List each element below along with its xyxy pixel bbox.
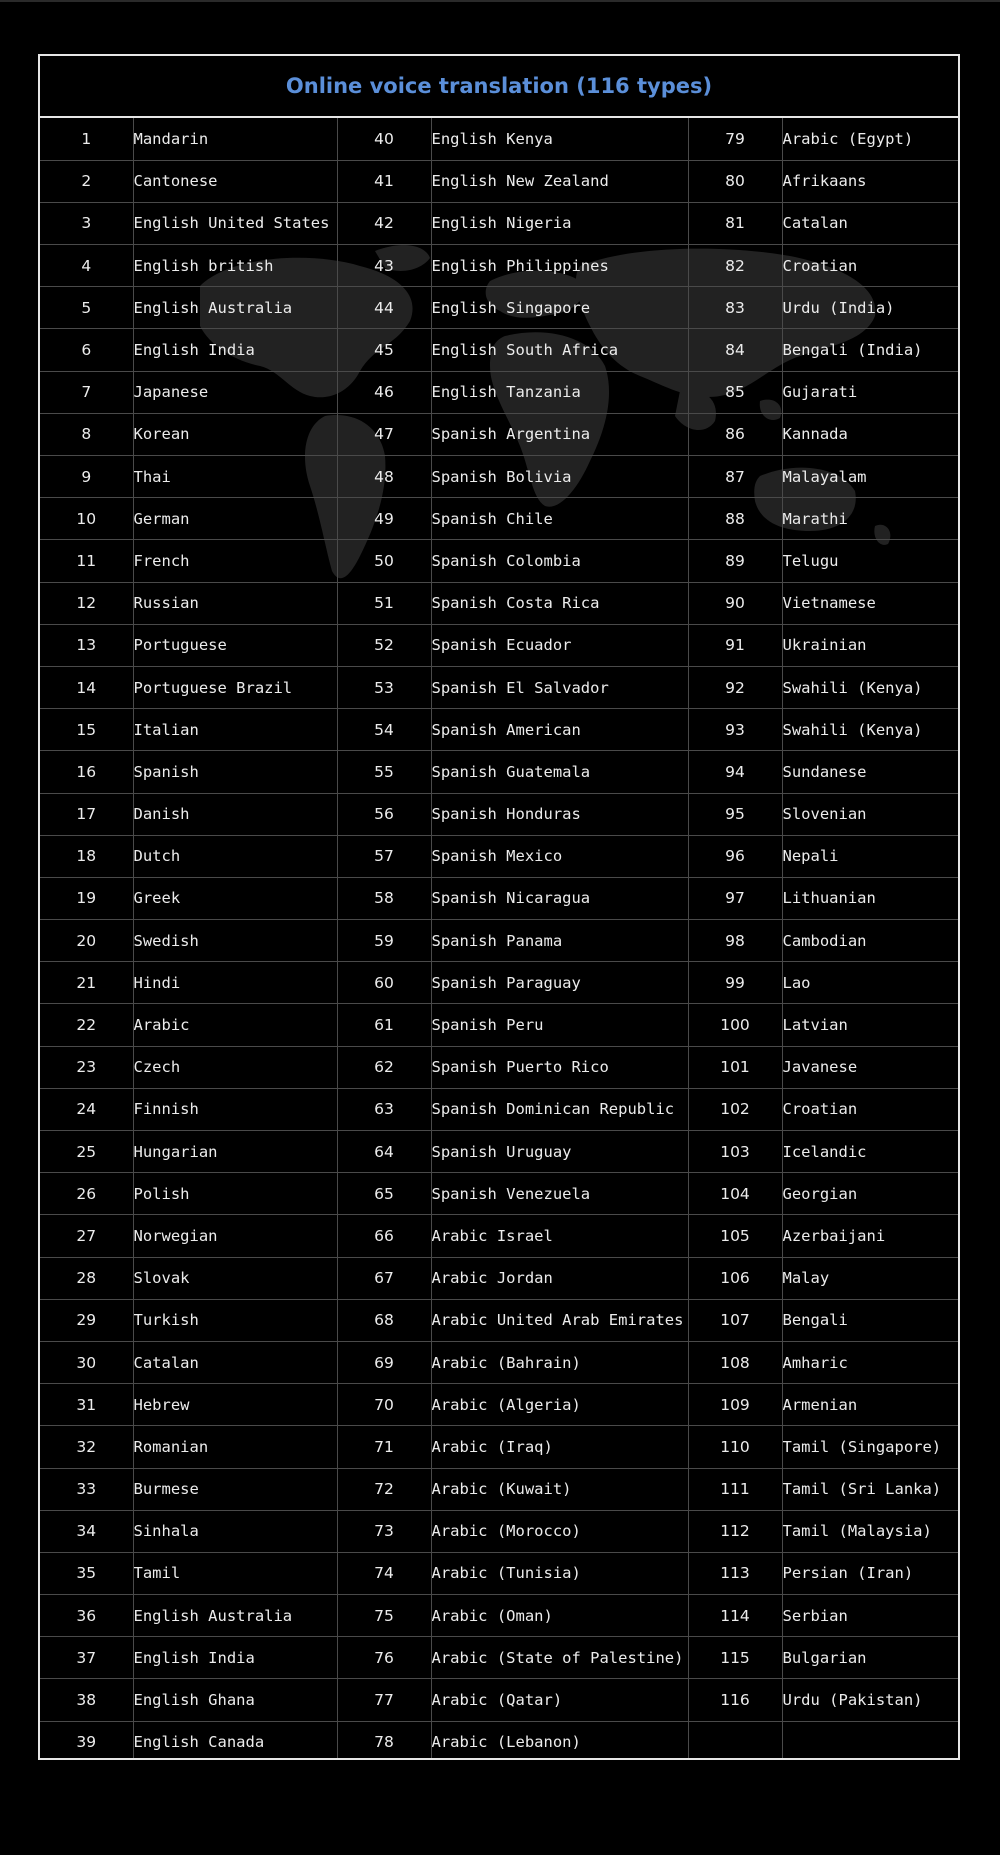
language-number: 114 [688,1595,782,1637]
language-name: Czech [133,1046,337,1088]
language-name: Armenian [782,1384,958,1426]
language-number: 34 [40,1510,133,1552]
language-name: English United States [133,202,337,244]
language-number: 61 [337,1004,431,1046]
language-number: 62 [337,1046,431,1088]
language-name: Portuguese Brazil [133,666,337,708]
language-name: Finnish [133,1088,337,1130]
language-number: 73 [337,1510,431,1552]
language-number: 23 [40,1046,133,1088]
table-row [40,1679,958,1721]
language-name: English Canada [133,1721,337,1760]
language-number: 45 [337,329,431,371]
language-name: Portuguese [133,624,337,666]
language-number: 113 [688,1552,782,1594]
language-number: 7 [40,371,133,413]
table-row [40,540,958,582]
language-name: Spanish Honduras [431,793,688,835]
language-number: 9 [40,456,133,498]
language-name: English Nigeria [431,202,688,244]
language-number: 10 [40,498,133,540]
language-name: Korean [133,413,337,455]
language-number: 99 [688,962,782,1004]
table-row [40,1510,958,1552]
language-name: Polish [133,1173,337,1215]
language-number: 50 [337,540,431,582]
language-number [688,1721,782,1760]
language-name: Turkish [133,1299,337,1341]
language-number: 25 [40,1131,133,1173]
language-name: Telugu [782,540,958,582]
table-row [40,582,958,624]
language-name: Azerbaijani [782,1215,958,1257]
language-number: 87 [688,456,782,498]
table-row [40,1131,958,1173]
table-row [40,835,958,877]
language-name: Spanish Argentina [431,413,688,455]
language-name: Persian (Iran) [782,1552,958,1594]
language-name: Slovak [133,1257,337,1299]
language-name: Catalan [133,1341,337,1383]
language-name: Burmese [133,1468,337,1510]
language-name: Bengali (India) [782,329,958,371]
language-number: 70 [337,1384,431,1426]
language-number: 36 [40,1595,133,1637]
language-number: 58 [337,877,431,919]
language-number: 20 [40,920,133,962]
table-row [40,1173,958,1215]
language-number: 81 [688,202,782,244]
language-number: 66 [337,1215,431,1257]
language-name: Amharic [782,1341,958,1383]
language-name: Arabic United Arab Emirates [431,1299,688,1341]
language-number: 46 [337,371,431,413]
language-number: 57 [337,835,431,877]
language-name: Arabic Israel [431,1215,688,1257]
language-name: English Kenya [431,118,688,160]
table-row [40,287,958,329]
language-name: Arabic (Egypt) [782,118,958,160]
language-name: Greek [133,877,337,919]
language-number: 106 [688,1257,782,1299]
language-name: Gujarati [782,371,958,413]
language-number: 22 [40,1004,133,1046]
language-name: Sundanese [782,751,958,793]
language-name: Urdu (India) [782,287,958,329]
language-name: Spanish Ecuador [431,624,688,666]
language-name: Lao [782,962,958,1004]
language-name: Croatian [782,1088,958,1130]
table-row [40,793,958,835]
language-number: 83 [688,287,782,329]
language-name: Japanese [133,371,337,413]
table-row [40,1426,958,1468]
language-number: 54 [337,709,431,751]
language-name: English New Zealand [431,160,688,202]
language-name: Arabic (Morocco) [431,1510,688,1552]
language-name: Mandarin [133,118,337,160]
language-name: Serbian [782,1595,958,1637]
language-name: Hindi [133,962,337,1004]
language-name: Spanish Panama [431,920,688,962]
language-name: English India [133,1637,337,1679]
language-number: 49 [337,498,431,540]
language-name: Cambodian [782,920,958,962]
language-number: 109 [688,1384,782,1426]
language-name: Spanish Guatemala [431,751,688,793]
table-row [40,1299,958,1341]
language-list-panel [38,54,960,1760]
language-number: 59 [337,920,431,962]
language-number: 105 [688,1215,782,1257]
table-row [40,329,958,371]
table-row [40,1384,958,1426]
language-name: Danish [133,793,337,835]
language-number: 76 [337,1637,431,1679]
language-name: Swedish [133,920,337,962]
language-number: 33 [40,1468,133,1510]
language-name: English Australia [133,1595,337,1637]
language-number: 42 [337,202,431,244]
table-row [40,666,958,708]
language-number: 32 [40,1426,133,1468]
language-name: Spanish American [431,709,688,751]
language-number: 63 [337,1088,431,1130]
language-number: 41 [337,160,431,202]
language-name: Spanish Costa Rica [431,582,688,624]
language-number: 26 [40,1173,133,1215]
language-name: Vietnamese [782,582,958,624]
table-row [40,1257,958,1299]
language-number: 12 [40,582,133,624]
language-name: Arabic (Bahrain) [431,1341,688,1383]
table-row [40,456,958,498]
language-number: 93 [688,709,782,751]
table-row [40,1004,958,1046]
language-number: 98 [688,920,782,962]
language-name: Kannada [782,413,958,455]
table-row [40,1046,958,1088]
top-edge-line [0,0,1000,2]
language-number: 94 [688,751,782,793]
language-number: 43 [337,245,431,287]
language-name: Swahili (Kenya) [782,709,958,751]
language-number: 72 [337,1468,431,1510]
language-number: 40 [337,118,431,160]
table-row [40,1088,958,1130]
language-number: 1 [40,118,133,160]
language-name: Slovenian [782,793,958,835]
language-number: 74 [337,1552,431,1594]
language-number: 95 [688,793,782,835]
language-name: Spanish Uruguay [431,1131,688,1173]
language-number: 101 [688,1046,782,1088]
language-number: 67 [337,1257,431,1299]
language-number: 31 [40,1384,133,1426]
language-name: Norwegian [133,1215,337,1257]
language-name: Italian [133,709,337,751]
table-row [40,498,958,540]
language-number: 17 [40,793,133,835]
language-name: Lithuanian [782,877,958,919]
language-name: Russian [133,582,337,624]
language-number: 5 [40,287,133,329]
language-name: Latvian [782,1004,958,1046]
language-number: 60 [337,962,431,1004]
language-name: Georgian [782,1173,958,1215]
language-name: Spanish Puerto Rico [431,1046,688,1088]
language-name: Arabic (Algeria) [431,1384,688,1426]
language-name: Spanish Venezuela [431,1173,688,1215]
language-name: Arabic (Oman) [431,1595,688,1637]
language-number: 65 [337,1173,431,1215]
language-number: 28 [40,1257,133,1299]
language-number: 19 [40,877,133,919]
language-number: 107 [688,1299,782,1341]
language-number: 47 [337,413,431,455]
language-name: Swahili (Kenya) [782,666,958,708]
language-number: 53 [337,666,431,708]
language-name: Dutch [133,835,337,877]
language-number: 15 [40,709,133,751]
title-bar [40,56,958,118]
language-name: Spanish Dominican Republic [431,1088,688,1130]
language-name: English Singapore [431,287,688,329]
language-name: Cantonese [133,160,337,202]
language-name: Urdu (Pakistan) [782,1679,958,1721]
language-number: 21 [40,962,133,1004]
language-number: 64 [337,1131,431,1173]
language-name: Spanish Chile [431,498,688,540]
table-row [40,413,958,455]
table-row [40,160,958,202]
language-name: Hungarian [133,1131,337,1173]
language-name: Arabic (State of Palestine) [431,1637,688,1679]
language-number: 79 [688,118,782,160]
language-number: 82 [688,245,782,287]
language-name: Spanish Peru [431,1004,688,1046]
language-number: 89 [688,540,782,582]
table-row [40,1595,958,1637]
language-name: English India [133,329,337,371]
language-number: 48 [337,456,431,498]
table-row [40,371,958,413]
language-name: Tamil (Malaysia) [782,1510,958,1552]
language-name: Arabic (Qatar) [431,1679,688,1721]
language-name: Arabic Jordan [431,1257,688,1299]
language-name: Hebrew [133,1384,337,1426]
language-number: 14 [40,666,133,708]
table-row [40,118,958,160]
language-number: 37 [40,1637,133,1679]
language-number: 44 [337,287,431,329]
table-row [40,709,958,751]
language-number: 16 [40,751,133,793]
language-number: 29 [40,1299,133,1341]
language-name: Croatian [782,245,958,287]
language-name: Tamil (Sri Lanka) [782,1468,958,1510]
language-name: Arabic (Lebanon) [431,1721,688,1760]
language-name: Spanish Paraguay [431,962,688,1004]
language-name: Bengali [782,1299,958,1341]
table-row [40,245,958,287]
table-row [40,962,958,1004]
language-number: 4 [40,245,133,287]
language-name: Spanish El Salvador [431,666,688,708]
language-number: 104 [688,1173,782,1215]
language-number: 2 [40,160,133,202]
language-number: 24 [40,1088,133,1130]
language-number: 110 [688,1426,782,1468]
language-name: English british [133,245,337,287]
language-number: 108 [688,1341,782,1383]
language-number: 3 [40,202,133,244]
language-name: Arabic (Tunisia) [431,1552,688,1594]
language-number: 111 [688,1468,782,1510]
language-name: Bulgarian [782,1637,958,1679]
language-number: 91 [688,624,782,666]
language-number: 100 [688,1004,782,1046]
language-name: Spanish Bolivia [431,456,688,498]
language-name: Afrikaans [782,160,958,202]
language-number: 80 [688,160,782,202]
language-name: English Ghana [133,1679,337,1721]
language-number: 92 [688,666,782,708]
language-number: 75 [337,1595,431,1637]
page-title: Online voice translation (116 types) [285,74,713,98]
language-name: French [133,540,337,582]
language-name: Spanish Nicaragua [431,877,688,919]
table-row [40,202,958,244]
language-name: Thai [133,456,337,498]
table-row [40,1637,958,1679]
language-number: 38 [40,1679,133,1721]
language-name: English Tanzania [431,371,688,413]
language-number: 103 [688,1131,782,1173]
language-number: 11 [40,540,133,582]
language-number: 112 [688,1510,782,1552]
language-number: 51 [337,582,431,624]
language-number: 85 [688,371,782,413]
language-name [782,1721,958,1760]
language-number: 8 [40,413,133,455]
table-row [40,1341,958,1383]
table-row [40,1468,958,1510]
language-name: Ukrainian [782,624,958,666]
language-number: 90 [688,582,782,624]
language-number: 18 [40,835,133,877]
language-number: 30 [40,1341,133,1383]
language-number: 69 [337,1341,431,1383]
language-name: Spanish Colombia [431,540,688,582]
language-name: Nepali [782,835,958,877]
table-row [40,1215,958,1257]
language-name: Malay [782,1257,958,1299]
language-number: 35 [40,1552,133,1594]
table-row [40,920,958,962]
language-name: German [133,498,337,540]
language-name: Arabic (Iraq) [431,1426,688,1468]
language-number: 77 [337,1679,431,1721]
language-number: 39 [40,1721,133,1760]
language-number: 68 [337,1299,431,1341]
language-number: 78 [337,1721,431,1760]
table-row [40,877,958,919]
table-row [40,1721,958,1760]
language-name: Tamil [133,1552,337,1594]
language-name: Marathi [782,498,958,540]
language-number: 6 [40,329,133,371]
language-name: Javanese [782,1046,958,1088]
table-row [40,1552,958,1594]
language-name: Catalan [782,202,958,244]
language-name: Tamil (Singapore) [782,1426,958,1468]
language-name: English South Africa [431,329,688,371]
language-number: 56 [337,793,431,835]
language-table [40,118,958,1760]
language-name: Spanish [133,751,337,793]
table-row [40,624,958,666]
language-number: 71 [337,1426,431,1468]
language-name: Arabic (Kuwait) [431,1468,688,1510]
language-name: Arabic [133,1004,337,1046]
language-number: 102 [688,1088,782,1130]
language-number: 84 [688,329,782,371]
language-number: 86 [688,413,782,455]
language-name: Spanish Mexico [431,835,688,877]
language-name: English Australia [133,287,337,329]
language-number: 97 [688,877,782,919]
language-number: 88 [688,498,782,540]
language-number: 115 [688,1637,782,1679]
table-row [40,751,958,793]
language-number: 52 [337,624,431,666]
language-name: Sinhala [133,1510,337,1552]
language-name: English Philippines [431,245,688,287]
language-name: Romanian [133,1426,337,1468]
language-name: Malayalam [782,456,958,498]
language-name: Icelandic [782,1131,958,1173]
language-number: 13 [40,624,133,666]
language-number: 55 [337,751,431,793]
language-number: 96 [688,835,782,877]
language-number: 27 [40,1215,133,1257]
language-number: 116 [688,1679,782,1721]
